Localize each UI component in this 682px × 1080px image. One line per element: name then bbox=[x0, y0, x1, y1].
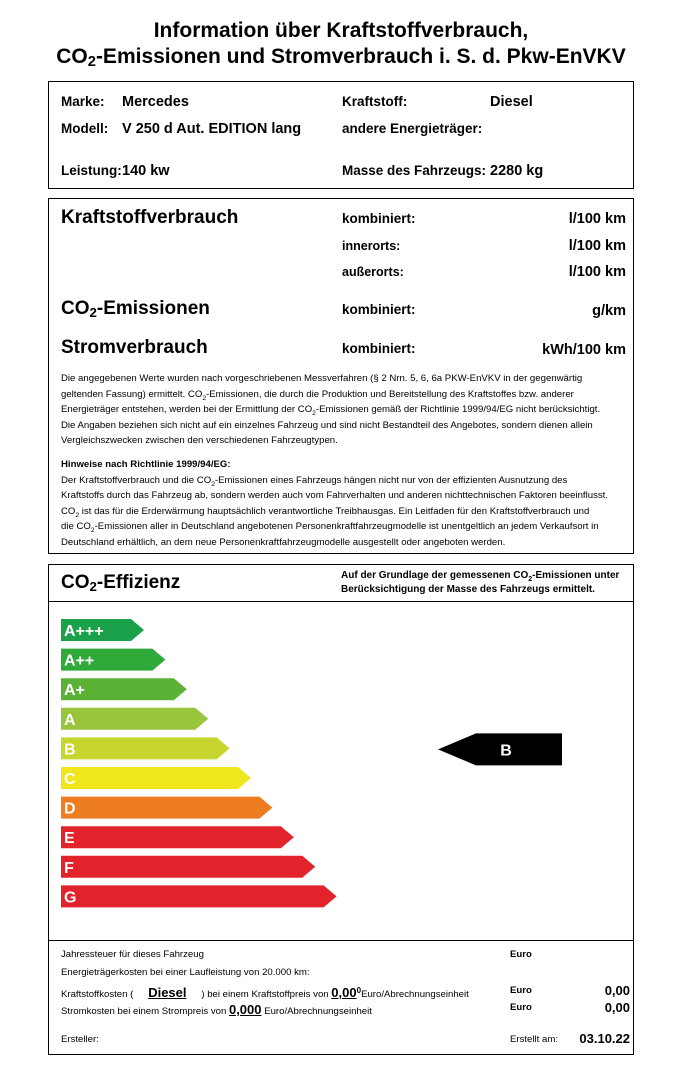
strompreis: 0,000 bbox=[228, 1002, 262, 1017]
kraftstoffkosten-value: 0,00 bbox=[604, 983, 630, 998]
p2-line-d: die $CO_2$-Emissionen aller in Deutschland angebotenen Personenkraftfahrzeugmodelle ist unentgeltlich an jedem Verkaufsort in bbox=[61, 521, 599, 535]
leistung-label: Leistung: bbox=[61, 163, 122, 178]
kraftstoffkosten-row: Kraftstoffkosten ( Diesel ) bei einem Kraftstoffpreis von 0,00$^0$Euro/Abrechnungseinheit bbox=[61, 985, 469, 1000]
efficiency-class-label: A bbox=[64, 711, 76, 729]
kraftstoffkosten-fuel: Diesel bbox=[148, 985, 187, 1000]
stromkosten-euro: Euro bbox=[510, 1002, 532, 1013]
efficiency-class-a-arrow bbox=[61, 708, 208, 730]
andere-label: andere Energieträger: bbox=[342, 121, 483, 136]
efficiency-class-label: F bbox=[64, 859, 74, 877]
masse-label: Masse des Fahrzeugs: bbox=[342, 163, 487, 178]
kraftstoff-label: Kraftstoff: bbox=[342, 94, 408, 109]
efficiency-class-label: A+ bbox=[64, 682, 85, 700]
strom-kombiniert-label: kombiniert: bbox=[342, 341, 416, 356]
eff-sub: 2 bbox=[89, 579, 97, 594]
efficiency-class-label: A+++ bbox=[64, 623, 104, 640]
strom-unit: kWh/100 km bbox=[542, 342, 626, 358]
p1-line-d: Die Angaben beziehen sich nicht auf ein einzelnes Fahrzeug und sind nicht Bestandteil des Angebotes, sondern dienen allein bbox=[61, 419, 593, 431]
steuer-label: Jahressteuer für dieses Fahrzeug bbox=[61, 949, 204, 960]
kraftstoffkosten-euro: Euro bbox=[510, 985, 532, 996]
modell-value: V 250 d Aut. EDITION lang bbox=[122, 121, 302, 137]
modell-label: Modell: bbox=[61, 121, 109, 136]
ausserorts-unit: l/100 km bbox=[568, 264, 626, 280]
kombiniert-unit: l/100 km bbox=[568, 211, 626, 227]
ersteller-label: Ersteller: bbox=[61, 1034, 99, 1045]
hinweise-heading: Hinweise nach Richtlinie 1999/94/EG: bbox=[61, 459, 231, 470]
steuer-euro: Euro bbox=[510, 949, 532, 960]
eff-co: CO bbox=[61, 572, 90, 593]
p1-line-b: geltenden Fassung) ermittelt. $CO_2$-Emissionen, die durch die Produktion und Bereitstellung des Kraftstoffes bzw. anderer bbox=[61, 388, 574, 402]
rating-indicator-label: B bbox=[500, 742, 512, 760]
co2-co: CO bbox=[61, 298, 90, 319]
innerorts-label: innerorts: bbox=[342, 239, 401, 253]
p2-line-e: Deutschland erhältlich, an dem neue Personenkraftfahrzeugmodelle ausgestellt oder angeboten werden. bbox=[61, 536, 506, 548]
eff-rest: -Effizienz bbox=[96, 572, 181, 593]
erstellt-label: Erstellt am: bbox=[510, 1034, 558, 1045]
marke-value: Mercedes bbox=[122, 94, 189, 110]
stromkosten-row: Stromkosten bei einem Strompreis von 0,000 Euro/Abrechnungseinheit bbox=[61, 1002, 372, 1017]
efficiency-class-label: G bbox=[64, 889, 77, 907]
kraftstoffpreis-sup: 0 bbox=[356, 985, 362, 995]
kraftstoffverbrauch-heading: Kraftstoffverbrauch bbox=[61, 207, 239, 228]
ausserorts-label: außerorts: bbox=[342, 265, 404, 279]
co2-rest: -Emissionen bbox=[96, 298, 210, 319]
kombiniert-label: kombiniert: bbox=[342, 211, 416, 226]
page-title-line1: Information über Kraftstoffverbrauch, bbox=[153, 19, 529, 42]
efficiency-class-label: E bbox=[64, 830, 75, 848]
p2-line-b: Kraftstoffs durch das Fahrzeug ab, sondern werden auch vom Fahrverhalten und anderen nichttechnischen Faktoren beeinflusst. bbox=[61, 490, 608, 502]
efficiency-note-line1: Auf der Grundlage der gemessenen $CO_2$-Emissionen unter bbox=[341, 570, 620, 583]
efficiency-class-label: B bbox=[64, 741, 76, 759]
co2-kombiniert-label: kombiniert: bbox=[342, 302, 416, 317]
efficiency-class-d-arrow bbox=[61, 797, 272, 819]
p2-line-a: Der Kraftstoffverbrauch und die $CO_2$-Emissionen eines Fahrzeugs hängen nicht nur von der effizienten Ausnutzung des bbox=[61, 474, 568, 488]
energie-label: Energieträgerkosten bei einer Laufleistung von 20.000 km: bbox=[61, 967, 310, 978]
efficiency-class-g-arrow bbox=[61, 885, 337, 907]
efficiency-class-label: C bbox=[64, 771, 76, 788]
stromkosten-value: 0,00 bbox=[604, 1000, 630, 1015]
erstellt-value: 03.10.22 bbox=[579, 1031, 630, 1046]
p1-line-c: Energieträger entstehen, werden bei der Ermittlung der $CO_2$-Emissionen gemäß der Richtlinie 1999/94/EG nicht berücksichtigt. bbox=[61, 404, 601, 418]
efficiency-class-label: D bbox=[64, 800, 76, 818]
title-co: CO bbox=[56, 45, 88, 68]
efficiency-note-line2: Berücksichtigung der Masse des Fahrzeugs ermittelt. bbox=[341, 584, 595, 595]
kraftstoff-value: Diesel bbox=[490, 94, 533, 110]
p1-line-a: Die angegebenen Werte wurden nach vorgeschriebenen Messverfahren (§ 2 Nrn. 5, 6, 6a PKW-EnVKV in der gegenwärtig bbox=[61, 373, 583, 384]
p1-line-e: Vergleichszwecken zwischen den verschiedenen Fahrzeugtypen. bbox=[61, 435, 338, 447]
kraftstoffpreis: 0,00 bbox=[331, 985, 357, 1000]
co2-unit: g/km bbox=[592, 303, 626, 319]
efficiency-class-c-arrow bbox=[61, 767, 251, 789]
efficiency-class-e-arrow bbox=[61, 826, 294, 848]
innerorts-unit: l/100 km bbox=[568, 238, 626, 254]
p2-line-c: $CO_2$ ist das für die Erderwärmung hauptsächlich verantwortliche Treibhausgas. Ein Leitfaden für den Kraftstoffverbrauch und bbox=[61, 505, 590, 519]
title-sub: 2 bbox=[87, 54, 96, 70]
title-rest: -Emissionen und Stromverbrauch i. S. d. Pkw-EnVKV bbox=[95, 45, 626, 68]
co2-sub: 2 bbox=[89, 305, 97, 320]
stromverbrauch-heading: Stromverbrauch bbox=[61, 337, 208, 358]
masse-value: 2280 kg bbox=[490, 163, 544, 179]
efficiency-class-f-arrow bbox=[61, 856, 315, 878]
efficiency-class-b-arrow bbox=[61, 737, 230, 759]
leistung-value: 140 kw bbox=[122, 163, 170, 179]
marke-label: Marke: bbox=[61, 94, 105, 109]
efficiency-class-label: A++ bbox=[64, 652, 95, 670]
